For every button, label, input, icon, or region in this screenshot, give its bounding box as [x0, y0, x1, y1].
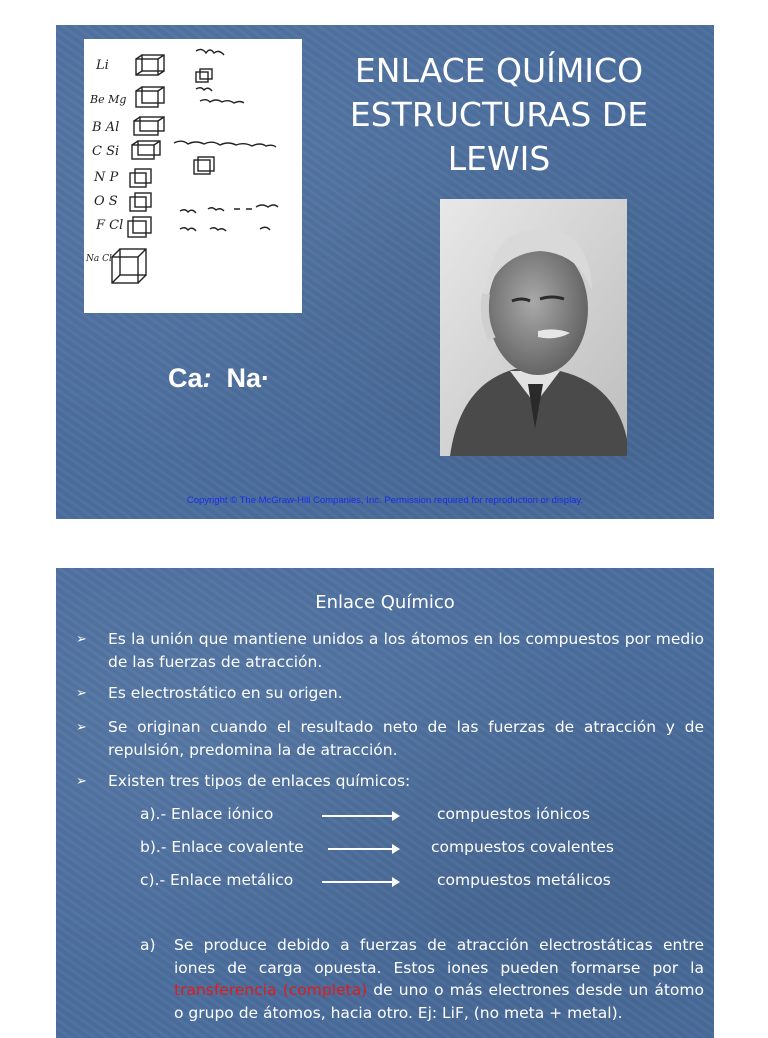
- sketch-label-os: O S: [94, 194, 118, 209]
- bullet-item: [76, 716, 704, 762]
- slide-enlace-quimico: [56, 568, 714, 1038]
- bullet-item: [76, 770, 704, 793]
- slide-title: [56, 25, 714, 519]
- bond-result-metallic: compuestos metálicos: [437, 871, 611, 889]
- bullet-text: Es electrostático en su origen.: [108, 684, 343, 702]
- bond-result-covalent: compuestos covalentes: [431, 838, 614, 856]
- formula-na: Na·: [226, 363, 271, 393]
- bullet-text: Se originan cuando el resultado neto de las fuerzas de atracción y de repulsión, predomina la de atracción.: [108, 718, 704, 759]
- sketch-label-fcl: F Cl: [96, 218, 124, 233]
- title-line-1: ENLACE QUÍMICO: [354, 51, 644, 90]
- subpara-text-before: Se produce debido a fuerzas de atracción electrostáticas entre iones de carga opuesta. Estos iones pueden formarse por la: [174, 936, 704, 977]
- sketch-label-csi: C Si: [92, 144, 120, 159]
- slide-2-title: Enlace Químico: [315, 592, 455, 613]
- portrait-illustration: [440, 199, 627, 456]
- sketch-label-nacl: Na Cl: [86, 254, 112, 264]
- lewis-portrait-photo: [440, 199, 627, 456]
- bullet-text: Es la unión que mantiene unidos a los átomos en los compuestos por medio de las fuerzas de atracción.: [108, 630, 704, 671]
- sketch-label-bemg: Be Mg: [90, 93, 127, 106]
- bond-type-ionic: a).- Enlace iónico: [140, 805, 274, 823]
- subpara-label: a): [140, 936, 156, 954]
- copyright-notice: Copyright © The McGraw-Hill Companies, Inc. Permission required for reproduction or display.: [186, 495, 584, 506]
- arrow-bullet-icon: ➢: [76, 632, 87, 647]
- right-arrow-icon: [322, 815, 398, 817]
- formula-ca: Ca: [168, 363, 203, 393]
- title-line-3: LEWIS: [447, 139, 551, 178]
- bond-type-metallic: c).- Enlace metálico: [140, 871, 294, 889]
- bond-result-ionic: compuestos iónicos: [437, 805, 590, 823]
- bond-type-covalent: b).- Enlace covalente: [140, 838, 304, 856]
- bullet-text: Existen tres tipos de enlaces químicos:: [108, 772, 411, 790]
- arrow-bullet-icon: ➢: [76, 686, 87, 701]
- sketch-label-li: Li: [96, 58, 109, 73]
- lewis-formula: [168, 363, 270, 394]
- lewis-notebook-sketch: [84, 39, 302, 313]
- bullet-item: [76, 628, 704, 674]
- title-line-2: ESTRUCTURAS DE: [349, 95, 649, 134]
- arrow-bullet-icon: ➢: [76, 774, 87, 789]
- subpara-text: [174, 934, 704, 1024]
- subpara-text-after: de uno o más electrones desde un átomo o grupo de átomos, hacia otro. Ej: LiF, (no meta + metal).: [174, 981, 704, 1022]
- slide-title-text: [334, 49, 664, 181]
- right-arrow-icon: [328, 848, 398, 850]
- right-arrow-icon: [322, 881, 398, 883]
- sketch-label-np: N P: [94, 170, 119, 185]
- bullet-item: [76, 682, 704, 705]
- ionic-bond-explanation: [140, 934, 704, 1024]
- sketch-label-bal: B Al: [92, 120, 120, 135]
- cube-sketch-drawing: [84, 39, 302, 313]
- arrow-bullet-icon: ➢: [76, 720, 87, 735]
- formula-colon: :: [202, 363, 212, 393]
- highlight-transferencia: transferencia (completa): [174, 981, 368, 999]
